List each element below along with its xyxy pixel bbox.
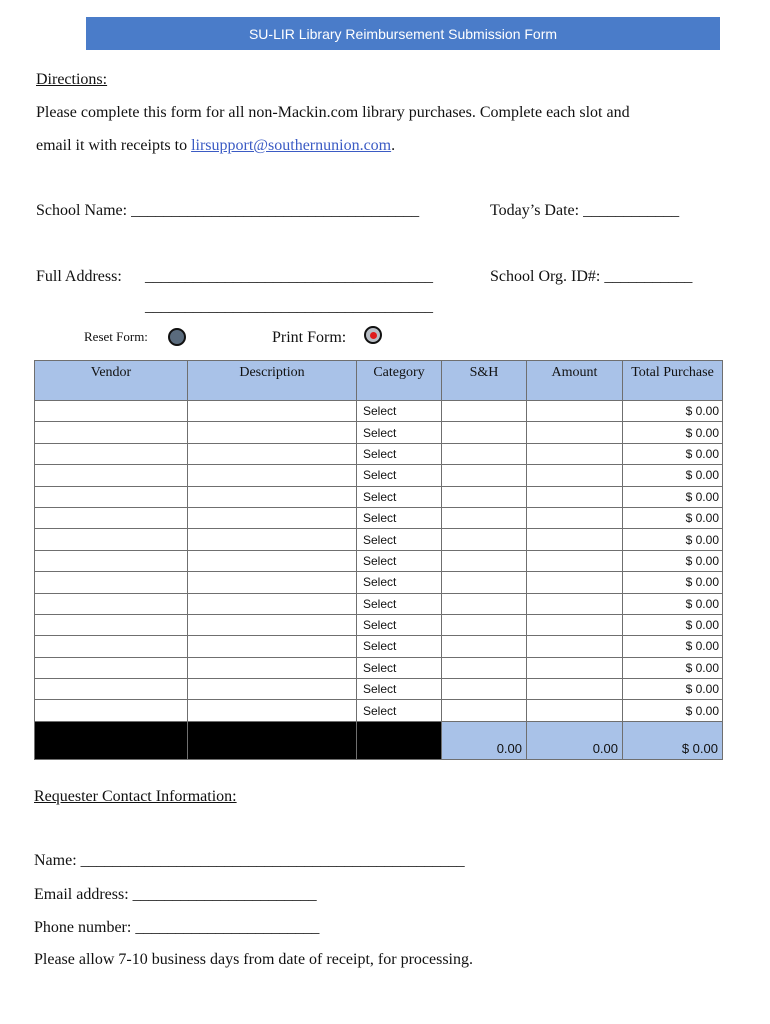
amount-input[interactable] bbox=[527, 443, 623, 464]
total-purchase-value: $ 0.00 bbox=[623, 657, 723, 678]
name-field[interactable]: Name: ________________________________________________ bbox=[34, 852, 465, 869]
header-description: Description bbox=[188, 361, 357, 401]
total-purchase-value: $ 0.00 bbox=[623, 422, 723, 443]
sh-input[interactable] bbox=[442, 614, 527, 635]
purchase-table bbox=[34, 360, 723, 760]
directions-line-2 bbox=[36, 137, 395, 155]
amount-input[interactable] bbox=[527, 679, 623, 700]
table-row bbox=[35, 679, 723, 700]
total-purchase-value: $ 0.00 bbox=[623, 465, 723, 486]
category-select[interactable]: Select bbox=[357, 679, 442, 700]
school-name-field[interactable]: School Name: ____________________________________ bbox=[36, 202, 420, 219]
directions-heading: Directions: bbox=[36, 71, 108, 88]
total-purchase-value: $ 0.00 bbox=[623, 550, 723, 571]
description-input[interactable] bbox=[188, 529, 357, 550]
sh-input[interactable] bbox=[442, 443, 527, 464]
amount-input[interactable] bbox=[527, 401, 623, 422]
total-purchase-value: $ 0.00 bbox=[623, 700, 723, 721]
total-purchase-value: $ 0.00 bbox=[623, 614, 723, 635]
category-select[interactable]: Select bbox=[357, 486, 442, 507]
table-row bbox=[35, 465, 723, 486]
print-form-button[interactable] bbox=[364, 326, 382, 344]
table-row bbox=[35, 636, 723, 657]
description-input[interactable] bbox=[188, 572, 357, 593]
sh-input[interactable] bbox=[442, 593, 527, 614]
category-select[interactable]: Select bbox=[357, 401, 442, 422]
amount-input[interactable] bbox=[527, 593, 623, 614]
total-sh: 0.00 bbox=[442, 721, 527, 759]
total-purchase-value: $ 0.00 bbox=[623, 486, 723, 507]
header-total-purchase: Total Purchase bbox=[623, 361, 723, 401]
sh-input[interactable] bbox=[442, 679, 527, 700]
contact-heading: Requester Contact Information: bbox=[34, 788, 237, 805]
description-input[interactable] bbox=[188, 593, 357, 614]
total-purchase-value: $ 0.00 bbox=[623, 593, 723, 614]
grand-total: $ 0.00 bbox=[623, 721, 723, 759]
table-row bbox=[35, 700, 723, 721]
phone-field[interactable]: Phone number: _______________________ bbox=[34, 919, 320, 936]
vendor-input[interactable] bbox=[35, 657, 188, 678]
amount-input[interactable] bbox=[527, 636, 623, 657]
school-org-id-field[interactable]: School Org. ID#: ___________ bbox=[490, 268, 693, 285]
total-amount: 0.00 bbox=[527, 721, 623, 759]
category-select[interactable]: Select bbox=[357, 572, 442, 593]
table-row bbox=[35, 401, 723, 422]
totals-row bbox=[35, 721, 723, 759]
table-row bbox=[35, 529, 723, 550]
sh-input[interactable] bbox=[442, 507, 527, 528]
sh-input[interactable] bbox=[442, 657, 527, 678]
amount-input[interactable] bbox=[527, 550, 623, 571]
directions-line-1: Please complete this form for all non-Mackin.com library purchases. Complete each slot and bbox=[36, 104, 630, 121]
category-select[interactable]: Select bbox=[357, 529, 442, 550]
vendor-input[interactable] bbox=[35, 465, 188, 486]
description-input[interactable] bbox=[188, 486, 357, 507]
category-select[interactable]: Select bbox=[357, 593, 442, 614]
vendor-input[interactable] bbox=[35, 550, 188, 571]
address-line-2-field[interactable]: ____________________________________ bbox=[145, 298, 433, 315]
header-category: Category bbox=[357, 361, 442, 401]
full-address-label: Full Address: bbox=[36, 268, 122, 285]
amount-input[interactable] bbox=[527, 572, 623, 593]
amount-input[interactable] bbox=[527, 507, 623, 528]
table-row bbox=[35, 550, 723, 571]
total-purchase-value: $ 0.00 bbox=[623, 636, 723, 657]
vendor-input[interactable] bbox=[35, 443, 188, 464]
todays-date-field[interactable]: Today’s Date: ____________ bbox=[490, 202, 680, 219]
vendor-input[interactable] bbox=[35, 422, 188, 443]
category-select[interactable]: Select bbox=[357, 422, 442, 443]
category-select[interactable]: Select bbox=[357, 507, 442, 528]
form-title-banner bbox=[86, 17, 720, 50]
category-select[interactable]: Select bbox=[357, 636, 442, 657]
reset-form-button[interactable] bbox=[168, 328, 186, 346]
category-select[interactable]: Select bbox=[357, 700, 442, 721]
sh-input[interactable] bbox=[442, 465, 527, 486]
description-input[interactable] bbox=[188, 422, 357, 443]
address-line-1-field[interactable]: ____________________________________ bbox=[145, 268, 433, 285]
vendor-input[interactable] bbox=[35, 679, 188, 700]
sh-input[interactable] bbox=[442, 422, 527, 443]
description-input[interactable] bbox=[188, 443, 357, 464]
category-select[interactable]: Select bbox=[357, 465, 442, 486]
amount-input[interactable] bbox=[527, 614, 623, 635]
header-sh: S&H bbox=[442, 361, 527, 401]
vendor-input[interactable] bbox=[35, 401, 188, 422]
description-input[interactable] bbox=[188, 507, 357, 528]
vendor-input[interactable] bbox=[35, 614, 188, 635]
total-purchase-value: $ 0.00 bbox=[623, 507, 723, 528]
sh-input[interactable] bbox=[442, 572, 527, 593]
header-vendor: Vendor bbox=[35, 361, 188, 401]
description-input[interactable] bbox=[188, 465, 357, 486]
description-input[interactable] bbox=[188, 636, 357, 657]
totals-category-cell bbox=[357, 721, 442, 759]
total-purchase-value: $ 0.00 bbox=[623, 443, 723, 464]
amount-input[interactable] bbox=[527, 465, 623, 486]
vendor-input[interactable] bbox=[35, 529, 188, 550]
description-input[interactable] bbox=[188, 614, 357, 635]
description-input[interactable] bbox=[188, 700, 357, 721]
vendor-input[interactable] bbox=[35, 636, 188, 657]
amount-input[interactable] bbox=[527, 486, 623, 507]
sh-input[interactable] bbox=[442, 700, 527, 721]
vendor-input[interactable] bbox=[35, 572, 188, 593]
amount-input[interactable] bbox=[527, 700, 623, 721]
table-row bbox=[35, 422, 723, 443]
category-select[interactable]: Select bbox=[357, 657, 442, 678]
category-select[interactable]: Select bbox=[357, 550, 442, 571]
table-row bbox=[35, 593, 723, 614]
email-field[interactable]: Email address: _______________________ bbox=[34, 886, 317, 903]
sh-input[interactable] bbox=[442, 486, 527, 507]
sh-input[interactable] bbox=[442, 529, 527, 550]
table-row bbox=[35, 486, 723, 507]
directions-line-2-prefix: email it with receipts to bbox=[36, 137, 192, 154]
category-select[interactable]: Select bbox=[357, 614, 442, 635]
sh-input[interactable] bbox=[442, 636, 527, 657]
amount-input[interactable] bbox=[527, 422, 623, 443]
sh-input[interactable] bbox=[442, 401, 527, 422]
total-purchase-value: $ 0.00 bbox=[623, 572, 723, 593]
totals-vendor-cell bbox=[35, 721, 188, 759]
category-select[interactable]: Select bbox=[357, 443, 442, 464]
table-row bbox=[35, 507, 723, 528]
total-purchase-value: $ 0.00 bbox=[623, 529, 723, 550]
amount-input[interactable] bbox=[527, 657, 623, 678]
vendor-input[interactable] bbox=[35, 507, 188, 528]
vendor-input[interactable] bbox=[35, 593, 188, 614]
sh-input[interactable] bbox=[442, 550, 527, 571]
processing-note: Please allow 7-10 business days from date of receipt, for processing. bbox=[34, 951, 473, 968]
totals-description-cell bbox=[188, 721, 357, 759]
description-input[interactable] bbox=[188, 550, 357, 571]
print-form-label: Print Form: bbox=[272, 329, 347, 346]
description-input[interactable] bbox=[188, 401, 357, 422]
reset-form-label: Reset Form: bbox=[84, 329, 148, 344]
total-purchase-value: $ 0.00 bbox=[623, 679, 723, 700]
vendor-input[interactable] bbox=[35, 700, 188, 721]
total-purchase-value: $ 0.00 bbox=[623, 401, 723, 422]
table-row bbox=[35, 443, 723, 464]
support-email-link[interactable]: lirsupport@southernunion.com bbox=[191, 137, 392, 154]
description-input[interactable] bbox=[188, 657, 357, 678]
header-amount: Amount bbox=[527, 361, 623, 401]
description-input[interactable] bbox=[188, 679, 357, 700]
form-title: SU-LIR Library Reimbursement Submission Form bbox=[248, 25, 558, 42]
table-row bbox=[35, 614, 723, 635]
directions-line-2-suffix: . bbox=[391, 137, 396, 154]
vendor-input[interactable] bbox=[35, 486, 188, 507]
table-header-row bbox=[35, 361, 723, 401]
table-row bbox=[35, 572, 723, 593]
print-radio-dot-icon bbox=[370, 332, 377, 339]
amount-input[interactable] bbox=[527, 529, 623, 550]
table-row bbox=[35, 657, 723, 678]
